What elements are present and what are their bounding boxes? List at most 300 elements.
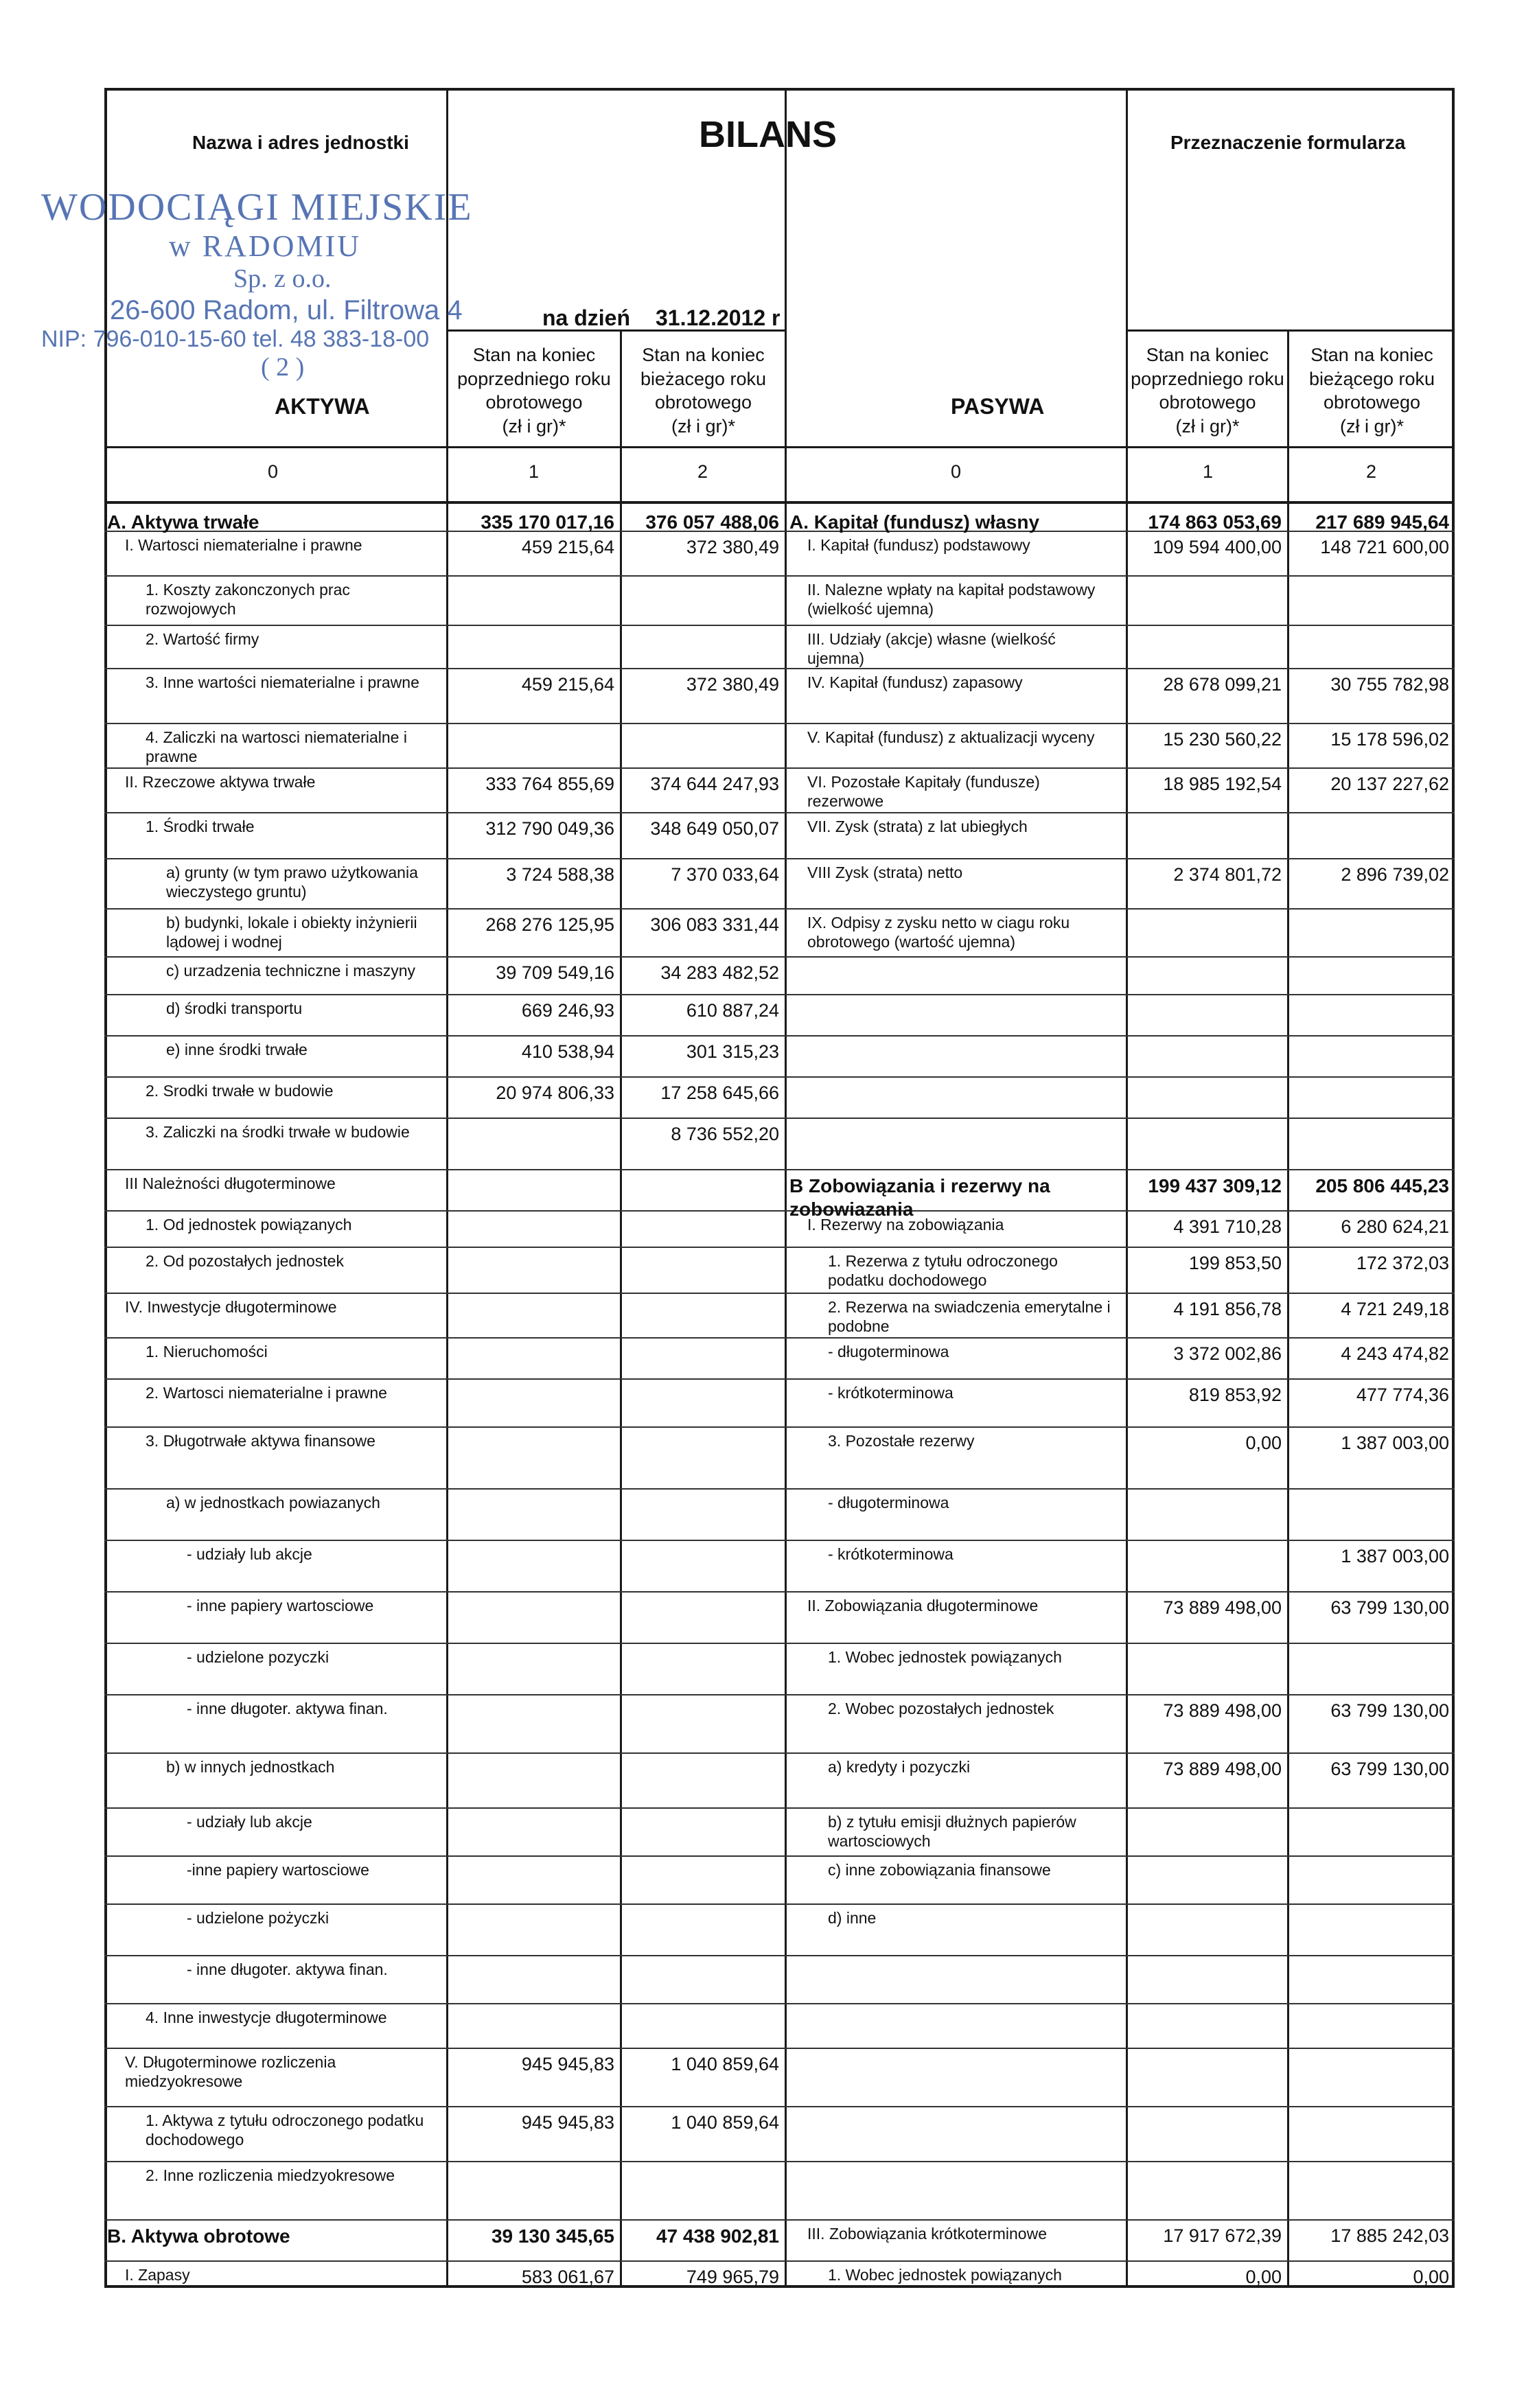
amount-cell-a1 xyxy=(448,577,620,625)
amount-cell-a2: 306 083 331,44 xyxy=(650,914,779,935)
amount-cell-a2 xyxy=(622,1170,785,1210)
amount-cell-p1: 28 678 099,21 xyxy=(1163,674,1282,695)
amount-cell-a1: 669 246,93 xyxy=(521,1000,614,1021)
aktywa-label: -inne papiery wartosciowe xyxy=(187,1861,369,1879)
amount-cell-a2 xyxy=(622,1248,785,1293)
amount-cell-p2 xyxy=(1289,958,1455,994)
table-row xyxy=(104,958,1455,995)
pasywa-label: II. Nalezne wpłaty na kapitał podstawowy (wielkość ujemna) xyxy=(807,581,1096,618)
table-row xyxy=(104,577,1455,626)
table-row xyxy=(104,1339,1455,1380)
amount-cell-p2 xyxy=(1289,813,1455,858)
table-row xyxy=(104,769,1455,813)
amount-cell-p2: 205 806 445,23 xyxy=(1315,1175,1449,1196)
amount-cell-p1 xyxy=(1128,2162,1287,2219)
amount-cell-a2 xyxy=(622,1644,785,1694)
amount-cell-a2 xyxy=(622,1294,785,1337)
amount-cell-a2: 372 380,49 xyxy=(686,537,779,557)
aktywa-label: V. Długoterminowe rozliczenia miedzyokresowe xyxy=(125,2053,336,2090)
aktywa-label: e) inne środki trwałe xyxy=(166,1041,308,1058)
pasywa-label: I. Rezerwy na zobowiązania xyxy=(807,1216,1004,1234)
aktywa-label: b) w innych jednostkach xyxy=(166,1758,335,1776)
col-header-a1-line: (zł i gr)* xyxy=(502,415,566,437)
amount-cell-a1: 20 974 806,33 xyxy=(496,1083,614,1103)
amount-cell-a1 xyxy=(448,2162,620,2219)
table-row xyxy=(104,2221,1455,2262)
header-line-nums xyxy=(104,501,1455,504)
pasywa-label xyxy=(787,995,1126,1035)
table-row xyxy=(104,1428,1455,1490)
amount-cell-a2: 372 380,49 xyxy=(686,674,779,695)
amount-cell-a2: 47 438 902,81 xyxy=(656,2225,779,2247)
amount-cell-a1: 410 538,94 xyxy=(521,1041,614,1062)
aktywa-label: III Należności długoterminowe xyxy=(125,1174,336,1192)
amount-cell-p2: 477 774,36 xyxy=(1356,1385,1449,1405)
amount-cell-p2 xyxy=(1289,1490,1455,1540)
aktywa-label: A. Aktywa trwałe xyxy=(107,511,259,533)
table-row xyxy=(104,507,1455,532)
amount-cell-a2 xyxy=(622,1857,785,1903)
aktywa-label: b) budynki, lokale i obiekty inżynierii lądowej i wodnej xyxy=(166,914,417,951)
pasywa-label: 1. Wobec jednostek powiązanych xyxy=(828,2266,1062,2284)
amount-cell-a2: 376 057 488,06 xyxy=(645,511,779,533)
pasywa-label xyxy=(787,2107,1126,2161)
amount-cell-a2 xyxy=(622,724,785,767)
table-row xyxy=(104,532,1455,577)
amount-cell-a2: 17 258 645,66 xyxy=(660,1083,779,1103)
pasywa-label: - długoterminowa xyxy=(828,1494,949,1512)
col-header-a2-line: (zł i gr)* xyxy=(671,415,735,437)
company-stamp xyxy=(41,185,473,382)
col-header-p2 xyxy=(1289,343,1455,438)
amount-cell-p2 xyxy=(1289,2107,1455,2161)
aktywa-label: 4. Inne inwestycje długoterminowe xyxy=(146,2008,387,2026)
aktywa-label: - udzielone pozyczki xyxy=(187,1648,330,1666)
amount-cell-a2 xyxy=(622,1754,785,1807)
amount-cell-p1: 199 853,50 xyxy=(1188,1253,1282,1273)
date-value: 31.12.2012 r xyxy=(656,305,781,330)
pasywa-label: A. Kapitał (fundusz) własny xyxy=(789,511,1040,533)
header-line-cols xyxy=(104,446,1455,448)
amount-cell-a2 xyxy=(622,2162,785,2219)
amount-cell-a1 xyxy=(448,1956,620,2003)
amount-cell-p1: 4 391 710,28 xyxy=(1173,1216,1282,1237)
amount-cell-a2: 34 283 482,52 xyxy=(660,962,779,983)
aktywa-label: 3. Zaliczki na środki trwałe w budowie xyxy=(146,1123,410,1141)
col-header-p1-line: obrotowego xyxy=(1159,392,1256,413)
amount-cell-a1 xyxy=(448,1248,620,1293)
aktywa-label: - udziały lub akcje xyxy=(187,1545,312,1563)
aktywa-label: - inne papiery wartosciowe xyxy=(187,1597,374,1614)
table-row xyxy=(104,910,1455,958)
amount-cell-a2 xyxy=(622,1956,785,2003)
unit-name-label: Nazwa i adres jednostki xyxy=(192,132,409,153)
col-header-p1-line: (zł i gr)* xyxy=(1175,415,1240,437)
aktywa-label: c) urzadzenia techniczne i maszyny xyxy=(166,962,416,980)
amount-cell-p1 xyxy=(1128,958,1287,994)
amount-cell-p1 xyxy=(1128,1037,1287,1076)
table-row xyxy=(104,1644,1455,1695)
amount-cell-p1: 15 230 560,22 xyxy=(1163,729,1282,750)
amount-cell-p2 xyxy=(1289,1905,1455,1955)
pasywa-label: - krótkoterminowa xyxy=(828,1545,954,1563)
aktywa-label: 2. Wartość firmy xyxy=(146,630,259,648)
table-row xyxy=(104,2162,1455,2221)
pasywa-label: - krótkoterminowa xyxy=(828,1384,954,1402)
amount-cell-p2: 4 721 249,18 xyxy=(1341,1299,1449,1319)
amount-cell-a2: 1 040 859,64 xyxy=(671,2112,779,2133)
amount-cell-p1: 73 889 498,00 xyxy=(1163,1759,1282,1779)
table-row xyxy=(104,1248,1455,1294)
amount-cell-a1: 459 215,64 xyxy=(521,674,614,695)
amount-cell-a1 xyxy=(448,1490,620,1540)
aktywa-label: I. Wartosci niematerialne i prawne xyxy=(125,536,362,554)
aktywa-label: 2. Od pozostałych jednostek xyxy=(146,1252,344,1270)
aktywa-label: 1. Środki trwałe xyxy=(146,818,255,835)
aktywa-label: 1. Nieruchomości xyxy=(146,1343,268,1361)
aktywa-label: 4. Zaliczki na wartosci niematerialne i prawne xyxy=(146,728,407,765)
col-header-p2-line: bieżącego roku xyxy=(1308,368,1435,389)
amount-cell-a1: 335 170 017,16 xyxy=(481,511,614,533)
colnum-p1: 1 xyxy=(1203,461,1214,482)
table-row xyxy=(104,1593,1455,1644)
aktywa-label: 2. Wartosci niematerialne i prawne xyxy=(146,1384,387,1402)
amount-cell-a1 xyxy=(448,2004,620,2048)
aktywa-label: I. Zapasy xyxy=(125,2266,190,2284)
table-row xyxy=(104,859,1455,910)
amount-cell-p1: 2 374 801,72 xyxy=(1173,864,1282,885)
amount-cell-a2 xyxy=(622,1339,785,1378)
table-row xyxy=(104,1956,1455,2004)
col-header-a1-line: obrotowego xyxy=(485,392,583,413)
table-row xyxy=(104,626,1455,669)
amount-cell-a1 xyxy=(448,1644,620,1694)
table-row xyxy=(104,2004,1455,2049)
amount-cell-a2 xyxy=(622,1212,785,1247)
amount-cell-a1: 333 764 855,69 xyxy=(485,774,614,794)
table-row xyxy=(104,1212,1455,1248)
amount-cell-p1 xyxy=(1128,1644,1287,1694)
pasywa-label xyxy=(787,2004,1126,2048)
amount-cell-p2: 20 137 227,62 xyxy=(1330,774,1449,794)
table-row xyxy=(104,813,1455,859)
table-row xyxy=(104,1380,1455,1428)
pasywa-label: d) inne xyxy=(828,1909,877,1927)
amount-cell-p2: 6 280 624,21 xyxy=(1341,1216,1449,1237)
amount-cell-p1: 3 372 002,86 xyxy=(1173,1343,1282,1364)
table-row xyxy=(104,1078,1455,1119)
amount-cell-a2: 749 965,79 xyxy=(686,2267,779,2287)
pasywa-label: c) inne zobowiązania finansowe xyxy=(828,1861,1051,1879)
amount-cell-p2 xyxy=(1289,1078,1455,1118)
table-row xyxy=(104,2107,1455,2162)
stamp-line: 26-600 Radom, ul. Filtrowa 4 xyxy=(110,294,463,325)
stamp-line: WODOCIĄGI MIEJSKIE xyxy=(41,186,473,229)
amount-cell-a2: 8 736 552,20 xyxy=(671,1124,779,1144)
pasywa-label: a) kredyty i pozyczki xyxy=(828,1758,971,1776)
pasywa-label: 1. Rezerwa z tytułu odroczonego podatku dochodowego xyxy=(828,1252,1058,1289)
pasywa-label xyxy=(787,1037,1126,1076)
table-row xyxy=(104,2262,1455,2288)
amount-cell-a1: 945 945,83 xyxy=(521,2054,614,2074)
col-header-a2 xyxy=(622,343,785,438)
table-row xyxy=(104,995,1455,1037)
amount-cell-a1: 268 276 125,95 xyxy=(485,914,614,935)
col-header-a1 xyxy=(448,343,620,438)
amount-cell-p2: 148 721 600,00 xyxy=(1320,537,1449,557)
col-header-a1-line: Stan na koniec xyxy=(472,345,596,365)
amount-cell-p2 xyxy=(1289,2162,1455,2219)
amount-cell-p1 xyxy=(1128,1956,1287,2003)
amount-cell-p1: 0,00 xyxy=(1245,2267,1282,2287)
pasywa-label xyxy=(787,1956,1126,2003)
col-header-a2-line: bieżacego roku xyxy=(640,368,767,389)
pasywa-label: VIII Zysk (strata) netto xyxy=(807,864,963,881)
amount-cell-p2 xyxy=(1289,1857,1455,1903)
amount-cell-p1 xyxy=(1128,1541,1287,1591)
amount-cell-p2: 0,00 xyxy=(1413,2267,1449,2287)
amount-cell-p2: 63 799 130,00 xyxy=(1330,1597,1449,1618)
amount-cell-a2 xyxy=(622,626,785,668)
table-row xyxy=(104,724,1455,769)
table-row xyxy=(104,1170,1455,1220)
stamp-line: NIP: 796-010-15-60 tel. 48 383-18-00 xyxy=(41,325,430,352)
pasywa-label xyxy=(787,2162,1126,2219)
amount-cell-p2: 4 243 474,82 xyxy=(1341,1343,1449,1364)
amount-cell-p1 xyxy=(1128,2004,1287,2048)
aktywa-label: a) w jednostkach powiazanych xyxy=(166,1494,380,1512)
table-row xyxy=(104,1809,1455,1857)
amount-cell-p2 xyxy=(1289,995,1455,1035)
amount-cell-a1: 583 061,67 xyxy=(521,2267,614,2287)
document-title: BILANS xyxy=(699,114,837,155)
amount-cell-p1 xyxy=(1128,1490,1287,1540)
amount-cell-a2: 7 370 033,64 xyxy=(671,864,779,885)
amount-cell-a1: 945 945,83 xyxy=(521,2112,614,2133)
colnum-a2: 2 xyxy=(697,461,708,482)
amount-cell-a1: 39 709 549,16 xyxy=(496,962,614,983)
amount-cell-a1 xyxy=(448,626,620,668)
table-row xyxy=(104,1695,1455,1754)
amount-cell-p1: 109 594 400,00 xyxy=(1153,537,1282,557)
amount-cell-a2 xyxy=(622,1593,785,1643)
amount-cell-p2 xyxy=(1289,1037,1455,1076)
amount-cell-p1 xyxy=(1128,2049,1287,2106)
amount-cell-a1 xyxy=(448,1809,620,1855)
aktywa-label: 1. Koszty zakonczonych prac rozwojowych xyxy=(146,581,350,618)
amount-cell-a2 xyxy=(622,1695,785,1752)
amount-cell-p1 xyxy=(1128,577,1287,625)
table-row xyxy=(104,669,1455,724)
aktywa-label: 2. Inne rozliczenia miedzyokresowe xyxy=(146,2166,395,2184)
pasywa-label: II. Zobowiązania długoterminowe xyxy=(807,1597,1039,1614)
colnum-a0: 0 xyxy=(268,461,279,482)
aktywa-label: - udziały lub akcje xyxy=(187,1813,312,1831)
pasywa-label: VII. Zysk (strata) z lat ubiegłych xyxy=(807,818,1028,835)
amount-cell-p2 xyxy=(1289,1644,1455,1694)
amount-cell-a1: 3 724 588,38 xyxy=(506,864,614,885)
table-row xyxy=(104,1490,1455,1541)
amount-cell-a1: 39 130 345,65 xyxy=(491,2225,614,2247)
pasywa-label xyxy=(787,1119,1126,1169)
pasywa-heading: PASYWA xyxy=(951,394,1045,419)
stamp-line: ( 2 ) xyxy=(261,352,305,382)
colnum-a1: 1 xyxy=(529,461,540,482)
amount-cell-p1: 73 889 498,00 xyxy=(1163,1597,1282,1618)
amount-cell-p1 xyxy=(1128,2107,1287,2161)
col-header-p1-line: poprzedniego roku xyxy=(1131,368,1284,389)
table-row xyxy=(104,2049,1455,2107)
amount-cell-a1 xyxy=(448,1212,620,1247)
amount-cell-p1 xyxy=(1128,910,1287,956)
col-header-a2-line: Stan na koniec xyxy=(642,345,765,365)
amount-cell-p1 xyxy=(1128,1809,1287,1855)
amount-cell-a1 xyxy=(448,1119,620,1169)
pasywa-label xyxy=(787,2049,1126,2106)
date-label: na dzień xyxy=(542,305,631,330)
aktywa-label: IV. Inwestycje długoterminowe xyxy=(125,1298,337,1316)
pasywa-label: III. Udziały (akcje) własne (wielkość ujemna) xyxy=(807,630,1056,667)
amount-cell-p1 xyxy=(1128,1119,1287,1169)
amount-cell-p2 xyxy=(1289,577,1455,625)
table-row xyxy=(104,1541,1455,1593)
amount-cell-a1 xyxy=(448,1428,620,1488)
pasywa-label: b) z tytułu emisji dłużnych papierów wartosciowych xyxy=(828,1813,1076,1850)
amount-cell-p1: 199 437 309,12 xyxy=(1148,1175,1282,1196)
header-line-date-right xyxy=(1126,329,1455,332)
aktywa-label: - inne długoter. aktywa finan. xyxy=(187,1960,388,1978)
amount-cell-a2: 610 887,24 xyxy=(686,1000,779,1021)
amount-cell-a2 xyxy=(622,577,785,625)
amount-cell-a1: 459 215,64 xyxy=(521,537,614,557)
amount-cell-a2 xyxy=(622,1541,785,1591)
pasywa-label: V. Kapitał (fundusz) z aktualizacji wyceny xyxy=(807,728,1095,746)
amount-cell-a1 xyxy=(448,1380,620,1426)
amount-cell-a2: 1 040 859,64 xyxy=(671,2054,779,2074)
amount-cell-a1 xyxy=(448,1170,620,1210)
aktywa-label: 1. Od jednostek powiązanych xyxy=(146,1216,352,1234)
amount-cell-a1 xyxy=(448,1294,620,1337)
pasywa-label: 2. Rezerwa na swiadczenia emerytalne i podobne xyxy=(828,1298,1111,1335)
amount-cell-p1 xyxy=(1128,1857,1287,1903)
aktywa-label: - inne długoter. aktywa finan. xyxy=(187,1700,388,1717)
colnum-p0: 0 xyxy=(951,461,962,482)
amount-cell-p1: 73 889 498,00 xyxy=(1163,1700,1282,1721)
amount-cell-a1 xyxy=(448,1593,620,1643)
amount-cell-p2: 2 896 739,02 xyxy=(1341,864,1449,885)
col-header-p2-line: obrotowego xyxy=(1323,392,1421,413)
amount-cell-a1 xyxy=(448,724,620,767)
pasywa-label xyxy=(787,1078,1126,1118)
amount-cell-a2: 374 644 247,93 xyxy=(650,774,779,794)
stamp-line: w RADOMIU xyxy=(169,229,361,264)
col-header-p2-line: (zł i gr)* xyxy=(1340,415,1404,437)
aktywa-label: B. Aktywa obrotowe xyxy=(107,2225,290,2247)
pasywa-label: - długoterminowa xyxy=(828,1343,949,1361)
pasywa-label: 1. Wobec jednostek powiązanych xyxy=(828,1648,1062,1666)
col-header-p1-line: Stan na koniec xyxy=(1146,345,1269,365)
table-row xyxy=(104,1119,1455,1170)
amount-cell-p1: 4 191 856,78 xyxy=(1173,1299,1282,1319)
amount-cell-p2: 30 755 782,98 xyxy=(1330,674,1449,695)
table-row xyxy=(104,1905,1455,1956)
amount-cell-a2 xyxy=(622,1380,785,1426)
aktywa-label: 3. Długotrwałe aktywa finansowe xyxy=(146,1432,375,1450)
amount-cell-a1 xyxy=(448,1857,620,1903)
pasywa-label: I. Kapitał (fundusz) podstawowy xyxy=(807,536,1030,554)
amount-cell-p1 xyxy=(1128,1078,1287,1118)
amount-cell-p1 xyxy=(1128,995,1287,1035)
amount-cell-a2 xyxy=(622,1428,785,1488)
pasywa-label: 3. Pozostałe rezerwy xyxy=(828,1432,975,1450)
pasywa-label xyxy=(787,958,1126,994)
pasywa-label: 2. Wobec pozostałych jednostek xyxy=(828,1700,1054,1717)
amount-cell-p2 xyxy=(1289,2049,1455,2106)
amount-cell-a1: 312 790 049,36 xyxy=(485,818,614,839)
aktywa-label: 1. Aktywa z tytułu odroczonego podatku dochodowego xyxy=(146,2111,424,2149)
amount-cell-p2: 63 799 130,00 xyxy=(1330,1759,1449,1779)
aktywa-heading: AKTYWA xyxy=(275,394,370,419)
pasywa-label: B Zobowiązania i rezerwy na zobowiazania xyxy=(789,1175,1050,1220)
pasywa-label: VI. Pozostałe Kapitały (fundusze) rezerwowe xyxy=(807,773,1040,810)
aktywa-label: a) grunty (w tym prawo użytkowania wieczystego gruntu) xyxy=(166,864,418,901)
amount-cell-a1 xyxy=(448,1339,620,1378)
amount-cell-p2: 1 387 003,00 xyxy=(1341,1546,1449,1566)
amount-cell-p2 xyxy=(1289,626,1455,668)
amount-cell-p2: 172 372,03 xyxy=(1356,1253,1449,1273)
amount-cell-a2 xyxy=(622,1490,785,1540)
pasywa-label: IV. Kapitał (fundusz) zapasowy xyxy=(807,673,1023,691)
amount-cell-p2 xyxy=(1289,910,1455,956)
table-row xyxy=(104,1037,1455,1078)
amount-cell-a2 xyxy=(622,2004,785,2048)
amount-cell-p2: 17 885 242,03 xyxy=(1330,2225,1449,2246)
amount-cell-a1 xyxy=(448,1754,620,1807)
aktywa-label: - udzielone pożyczki xyxy=(187,1909,330,1927)
col-header-p1 xyxy=(1128,343,1287,438)
aktywa-label: d) środki transportu xyxy=(166,999,303,1017)
aktywa-label: 2. Srodki trwałe w budowie xyxy=(146,1082,334,1100)
col-header-a1-line: poprzedniego roku xyxy=(457,368,611,389)
amount-cell-p2: 1 387 003,00 xyxy=(1341,1433,1449,1453)
amount-cell-a1 xyxy=(448,1905,620,1955)
amount-cell-p1: 17 917 672,39 xyxy=(1163,2225,1282,2246)
pasywa-label: IX. Odpisy z zysku netto w ciagu roku obrotowego (wartość ujemna) xyxy=(807,914,1070,951)
colnum-p2: 2 xyxy=(1366,461,1377,482)
amount-cell-p1: 174 863 053,69 xyxy=(1148,511,1282,533)
form-purpose-label: Przeznaczenie formularza xyxy=(1170,132,1406,153)
table-row xyxy=(104,1857,1455,1905)
amount-cell-a2 xyxy=(622,1905,785,1955)
table-row xyxy=(104,1754,1455,1809)
amount-cell-p2 xyxy=(1289,2004,1455,2048)
amount-cell-p1: 18 985 192,54 xyxy=(1163,774,1282,794)
amount-cell-a1 xyxy=(448,1695,620,1752)
amount-cell-p2 xyxy=(1289,1119,1455,1169)
amount-cell-a1 xyxy=(448,1541,620,1591)
amount-cell-a2: 301 315,23 xyxy=(686,1041,779,1062)
amount-cell-p1: 0,00 xyxy=(1245,1433,1282,1453)
pasywa-label: III. Zobowiązania krótkoterminowe xyxy=(807,2225,1047,2243)
amount-cell-p2 xyxy=(1289,1809,1455,1855)
col-header-a2-line: obrotowego xyxy=(654,392,752,413)
stamp-line: Sp. z o.o. xyxy=(233,264,332,293)
aktywa-label: 3. Inne wartości niematerialne i prawne xyxy=(146,673,419,691)
amount-cell-p2: 217 689 945,64 xyxy=(1315,511,1449,533)
amount-cell-a2: 348 649 050,07 xyxy=(650,818,779,839)
amount-cell-p2: 63 799 130,00 xyxy=(1330,1700,1449,1721)
table-row xyxy=(104,1294,1455,1339)
